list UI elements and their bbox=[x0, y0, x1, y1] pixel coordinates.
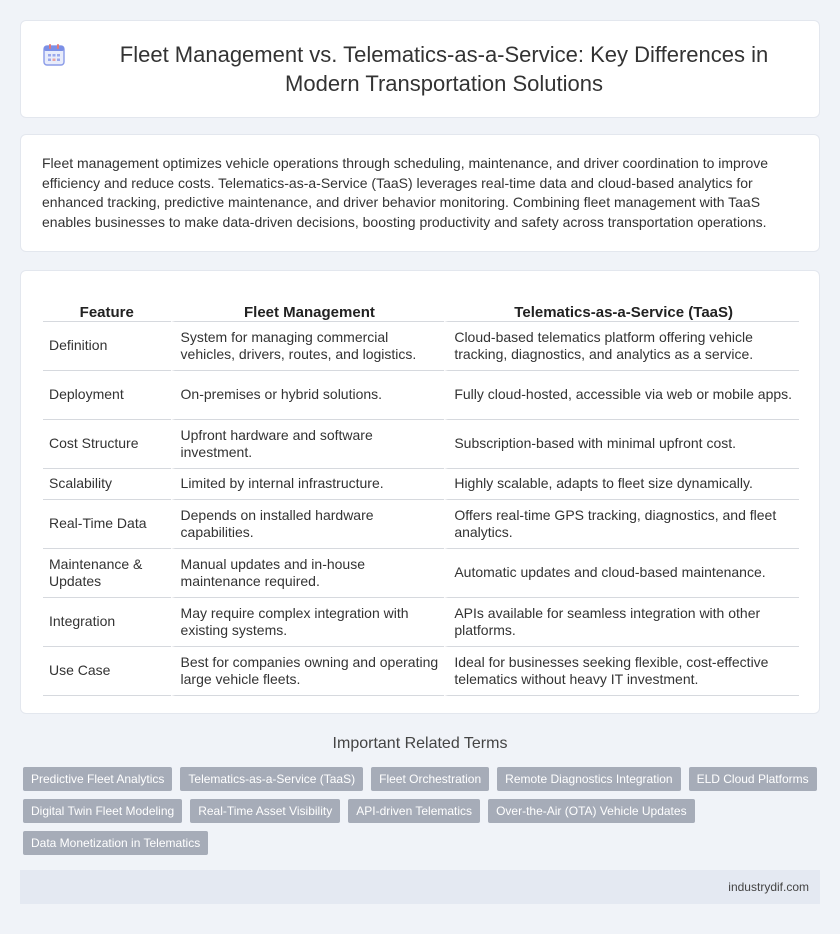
table-row bbox=[43, 549, 799, 598]
fleet-management-cell: System for managing commercial vehicles, drivers, routes, and logistics. bbox=[171, 322, 445, 371]
header-taas: Telematics-as-a-Service (TaaS) bbox=[444, 293, 799, 322]
fleet-management-cell: Upfront hardware and software investment. bbox=[171, 420, 445, 469]
taas-cell: Cloud-based telematics platform offering vehicle tracking, diagnostics, and analytics as a service. bbox=[444, 322, 799, 371]
feature-cell: Definition bbox=[43, 322, 171, 371]
taas-cell: Subscription-based with minimal upfront cost. bbox=[444, 420, 799, 469]
taas-cell: Automatic updates and cloud-based maintenance. bbox=[444, 549, 799, 598]
feature-cell: Integration bbox=[43, 598, 171, 647]
taas-cell: APIs available for seamless integration with other platforms. bbox=[444, 598, 799, 647]
table-row bbox=[43, 500, 799, 549]
fleet-management-cell: May require complex integration with existing systems. bbox=[171, 598, 445, 647]
comparison-table bbox=[43, 293, 799, 696]
related-term-tag[interactable]: API-driven Telematics bbox=[348, 799, 480, 823]
header-fleet-management: Fleet Management bbox=[171, 293, 445, 322]
related-terms-list bbox=[23, 767, 823, 855]
table-row bbox=[43, 598, 799, 647]
related-terms-title: Important Related Terms bbox=[332, 735, 508, 752]
header-card bbox=[20, 20, 820, 118]
taas-cell: Fully cloud-hosted, accessible via web or mobile apps. bbox=[444, 371, 799, 420]
header-feature: Feature bbox=[43, 293, 171, 322]
table-row bbox=[43, 420, 799, 469]
fleet-management-cell: Depends on installed hardware capabilities. bbox=[171, 500, 445, 549]
table-header-row bbox=[43, 293, 799, 322]
table-row bbox=[43, 322, 799, 371]
page-title: Fleet Management vs. Telematics-as-a-Service: Key Differences in Modern Transportation Solutions bbox=[119, 42, 769, 96]
related-term-tag[interactable]: Predictive Fleet Analytics bbox=[23, 767, 172, 791]
related-term-tag[interactable]: Over-the-Air (OTA) Vehicle Updates bbox=[488, 799, 695, 823]
intro-card bbox=[20, 134, 820, 252]
related-term-tag[interactable]: Remote Diagnostics Integration bbox=[497, 767, 680, 791]
feature-cell: Deployment bbox=[43, 371, 171, 420]
footer-site-link[interactable]: industrydif.com bbox=[728, 880, 809, 894]
table-row bbox=[43, 371, 799, 420]
related-term-tag[interactable]: Data Monetization in Telematics bbox=[23, 831, 208, 855]
footer bbox=[20, 870, 820, 904]
table-row bbox=[43, 647, 799, 696]
fleet-management-cell: Best for companies owning and operating large vehicle fleets. bbox=[171, 647, 445, 696]
related-term-tag[interactable]: Real-Time Asset Visibility bbox=[190, 799, 340, 823]
comparison-card bbox=[20, 270, 820, 714]
intro-paragraph: Fleet management optimizes vehicle operations through scheduling, maintenance, and driver coordination to improve efficiency and reduce costs. Telematics-as-a-Service (TaaS) leverages real-time data and cloud-based analytics for enhanced tracking, predictive maintenance, and driver behavior monitoring. Combining fleet management with TaaS enables businesses to make data-driven decisions, boosting productivity and safety across transportation operations. bbox=[42, 155, 769, 230]
table-row bbox=[43, 469, 799, 500]
feature-cell: Use Case bbox=[43, 647, 171, 696]
related-term-tag[interactable]: Fleet Orchestration bbox=[371, 767, 489, 791]
taas-cell: Offers real-time GPS tracking, diagnostics, and fleet analytics. bbox=[444, 500, 799, 549]
related-term-tag[interactable]: Digital Twin Fleet Modeling bbox=[23, 799, 182, 823]
feature-cell: Maintenance & Updates bbox=[43, 549, 171, 598]
related-term-tag[interactable]: ELD Cloud Platforms bbox=[689, 767, 817, 791]
feature-cell: Real-Time Data bbox=[43, 500, 171, 549]
feature-cell: Cost Structure bbox=[43, 420, 171, 469]
taas-cell: Ideal for businesses seeking flexible, cost-effective telematics without heavy IT investment. bbox=[444, 647, 799, 696]
calendar-icon bbox=[41, 42, 67, 68]
feature-cell: Scalability bbox=[43, 469, 171, 500]
fleet-management-cell: Manual updates and in-house maintenance required. bbox=[171, 549, 445, 598]
fleet-management-cell: Limited by internal infrastructure. bbox=[171, 469, 445, 500]
related-term-tag[interactable]: Telematics-as-a-Service (TaaS) bbox=[180, 767, 363, 791]
taas-cell: Highly scalable, adapts to fleet size dynamically. bbox=[444, 469, 799, 500]
fleet-management-cell: On-premises or hybrid solutions. bbox=[171, 371, 445, 420]
